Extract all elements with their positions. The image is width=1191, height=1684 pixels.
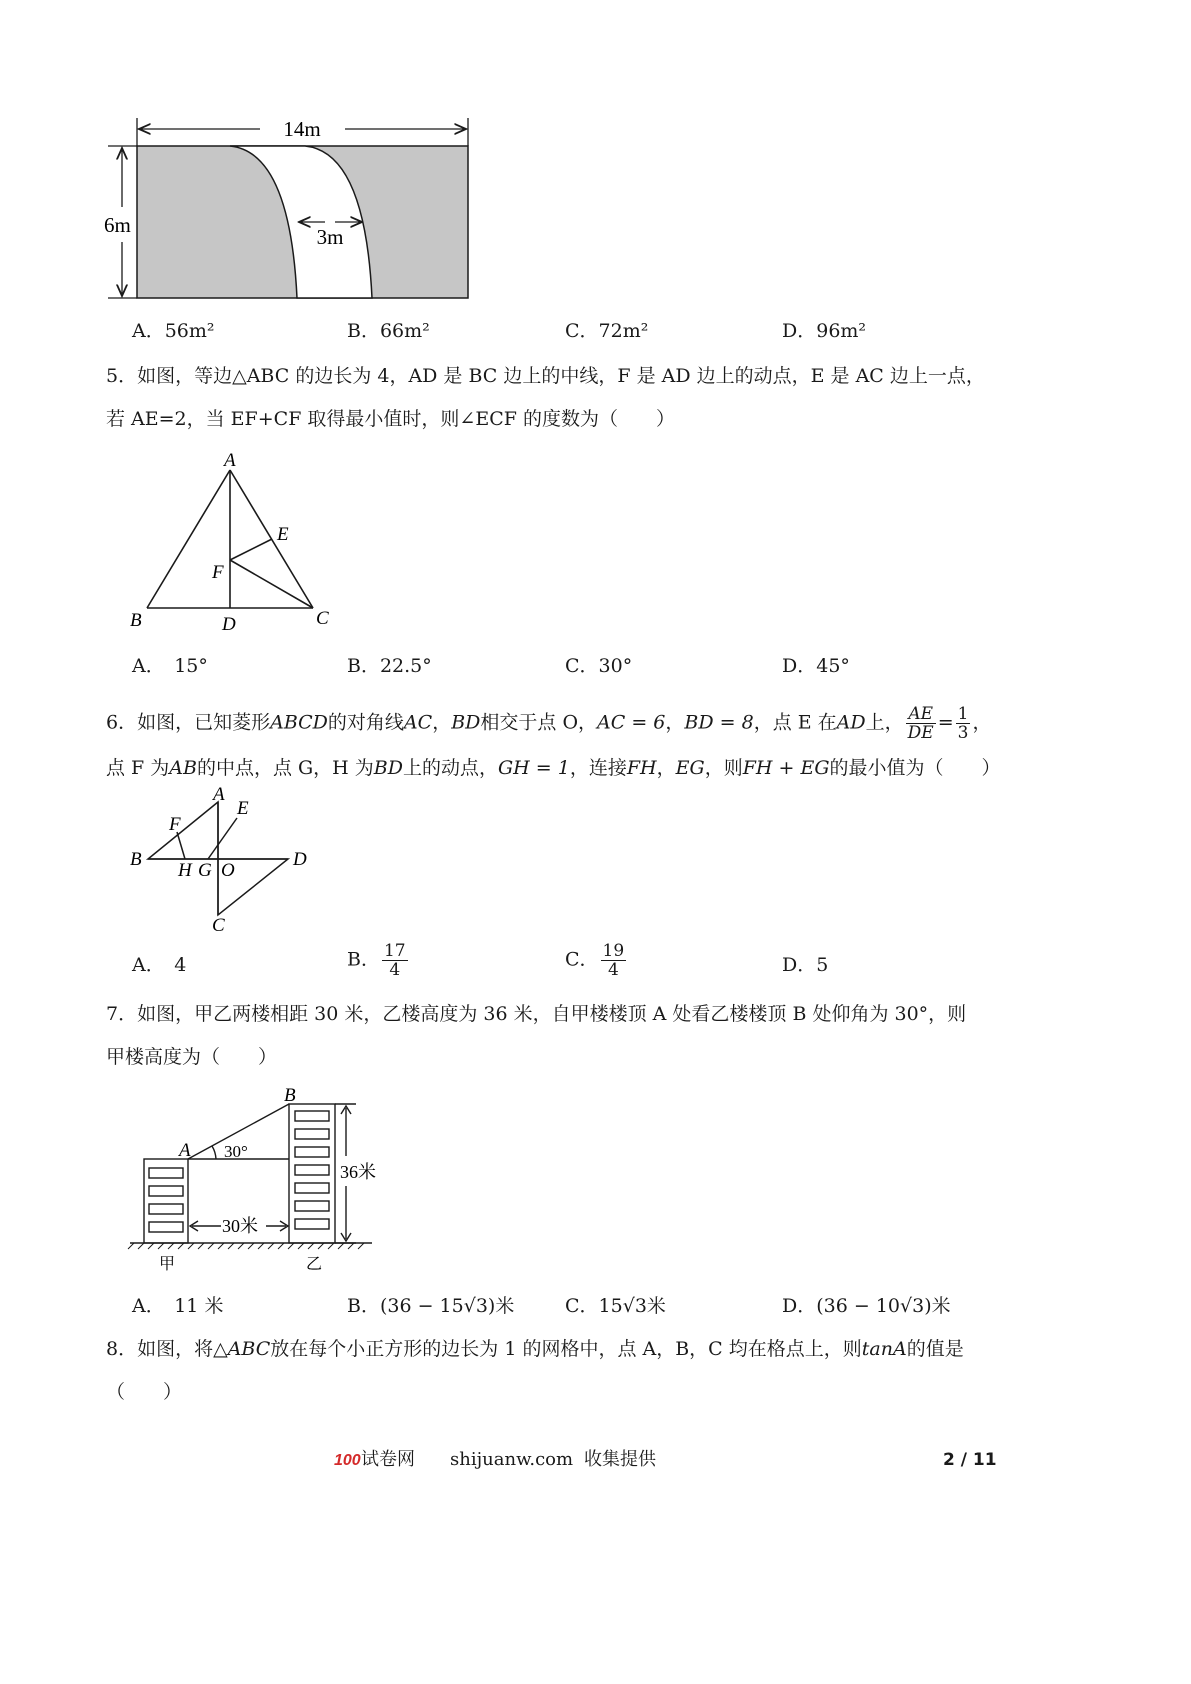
q4-option-b[interactable]: B．66m²	[347, 320, 430, 342]
q8-question-line1: 8．如图，将△ABC放在每个小正方形的边长为 1 的网格中，点 A，B，C 均在格点上，则tanA的值是	[106, 1338, 964, 1360]
q6-label-a: A	[213, 786, 225, 805]
q7-height-label: 36米	[340, 1162, 376, 1182]
q6-label-f: F	[169, 814, 181, 835]
q5-label-c: C	[316, 608, 329, 629]
q6-fraction-one-third: $\frac{1}{3}$	[957, 704, 969, 743]
q6-option-c[interactable]: C． $\frac{19}{4}$	[565, 941, 625, 980]
q4-height-label: 6m	[104, 213, 131, 237]
q5-option-a[interactable]: A． 15°	[132, 655, 208, 677]
q6-label-g: G	[198, 860, 212, 881]
q5-label-d: D	[222, 614, 236, 635]
q7-label-b: B	[284, 1086, 296, 1106]
q7-label-a: A	[179, 1140, 191, 1161]
q7-angle-label: 30°	[224, 1142, 248, 1161]
q5-option-d[interactable]: D．45°	[782, 655, 850, 677]
q7-option-d[interactable]: D．(36 − 10√3)米	[782, 1295, 951, 1317]
q5-question-line1: 5．如图，等边△ABC 的边长为 4，AD 是 BC 边上的中线，F 是 AD 边上的动点，E 是 AC 边上一点，	[106, 365, 985, 387]
q5-figure	[120, 448, 350, 638]
q7-question-line2: 甲楼高度为（ ）	[106, 1046, 278, 1068]
q4-width-label: 14m	[283, 117, 321, 141]
q7-figure	[126, 1086, 376, 1276]
q7-option-c[interactable]: C．15√3米	[565, 1295, 666, 1317]
q6-question-line2: 点 F 为AB的中点，点 G，H 为BD上的动点，GH = 1，连接FH，EG，则FH + EG的最小值为（ ）	[106, 757, 1001, 779]
q4-path-label: 3m	[316, 225, 344, 249]
q6-option-a[interactable]: A． 4	[132, 954, 187, 976]
q5-option-c[interactable]: C．30°	[565, 655, 633, 677]
q4-option-c[interactable]: C．72m²	[565, 320, 649, 342]
q6-label-d: D	[293, 849, 307, 870]
footer-site-link[interactable]: shijuanw.com	[450, 1449, 574, 1470]
footer-logo: 100	[334, 1452, 361, 1469]
q4-option-a[interactable]: A．56m²	[132, 320, 215, 342]
q6-label-h: H	[178, 860, 192, 881]
q5-label-e: E	[277, 524, 289, 545]
q5-label-a: A	[224, 450, 236, 471]
q7-option-a[interactable]: A． 11 米	[132, 1295, 224, 1317]
q7-question-line1: 7．如图，甲乙两楼相距 30 米，乙楼高度为 36 米，自甲楼楼顶 A 处看乙楼楼顶 B 处仰角为 30°，则	[106, 1003, 967, 1025]
q7-building-jia-label: 甲	[159, 1254, 176, 1273]
q5-option-b[interactable]: B．22.5°	[347, 655, 432, 677]
q7-building-yi-label: 乙	[306, 1254, 323, 1273]
q6-label-b: B	[130, 849, 142, 870]
footer-brand: 试卷网	[361, 1449, 415, 1470]
q6-label-c: C	[212, 915, 225, 936]
q6-label-o: O	[221, 860, 235, 881]
q4-figure	[100, 112, 480, 312]
q6-option-d[interactable]: D．5	[782, 954, 829, 976]
q7-option-b[interactable]: B．(36 − 15√3)米	[347, 1295, 515, 1317]
q5-label-b: B	[130, 610, 142, 631]
q6-question-line1: 6．如图，已知菱形ABCD的对角线AC，BD相交于点 O，AC = 6，BD = 8，点 E 在AD上， $\frac{AE}{DE}$ = $\frac{1}{3}$ ，	[106, 704, 992, 743]
q6-option-b[interactable]: B． $\frac{17}{4}$	[347, 941, 406, 980]
q8-question-line2: （ ）	[106, 1381, 183, 1403]
q4-option-d[interactable]: D．96m²	[782, 320, 867, 342]
q6-label-e: E	[237, 798, 249, 819]
q5-question-line2: 若 AE=2，当 EF+CF 取得最小值时，则∠ECF 的度数为（ ）	[106, 408, 675, 430]
page-number: 2 / 11	[943, 1450, 997, 1470]
q6-fraction-ae-de: $\frac{AE}{DE}$	[907, 704, 934, 743]
footer-provided-text: 收集提供	[584, 1449, 656, 1470]
q6-figure	[122, 786, 322, 936]
q5-label-f: F	[212, 562, 224, 583]
q7-distance-label: 30米	[222, 1216, 258, 1236]
